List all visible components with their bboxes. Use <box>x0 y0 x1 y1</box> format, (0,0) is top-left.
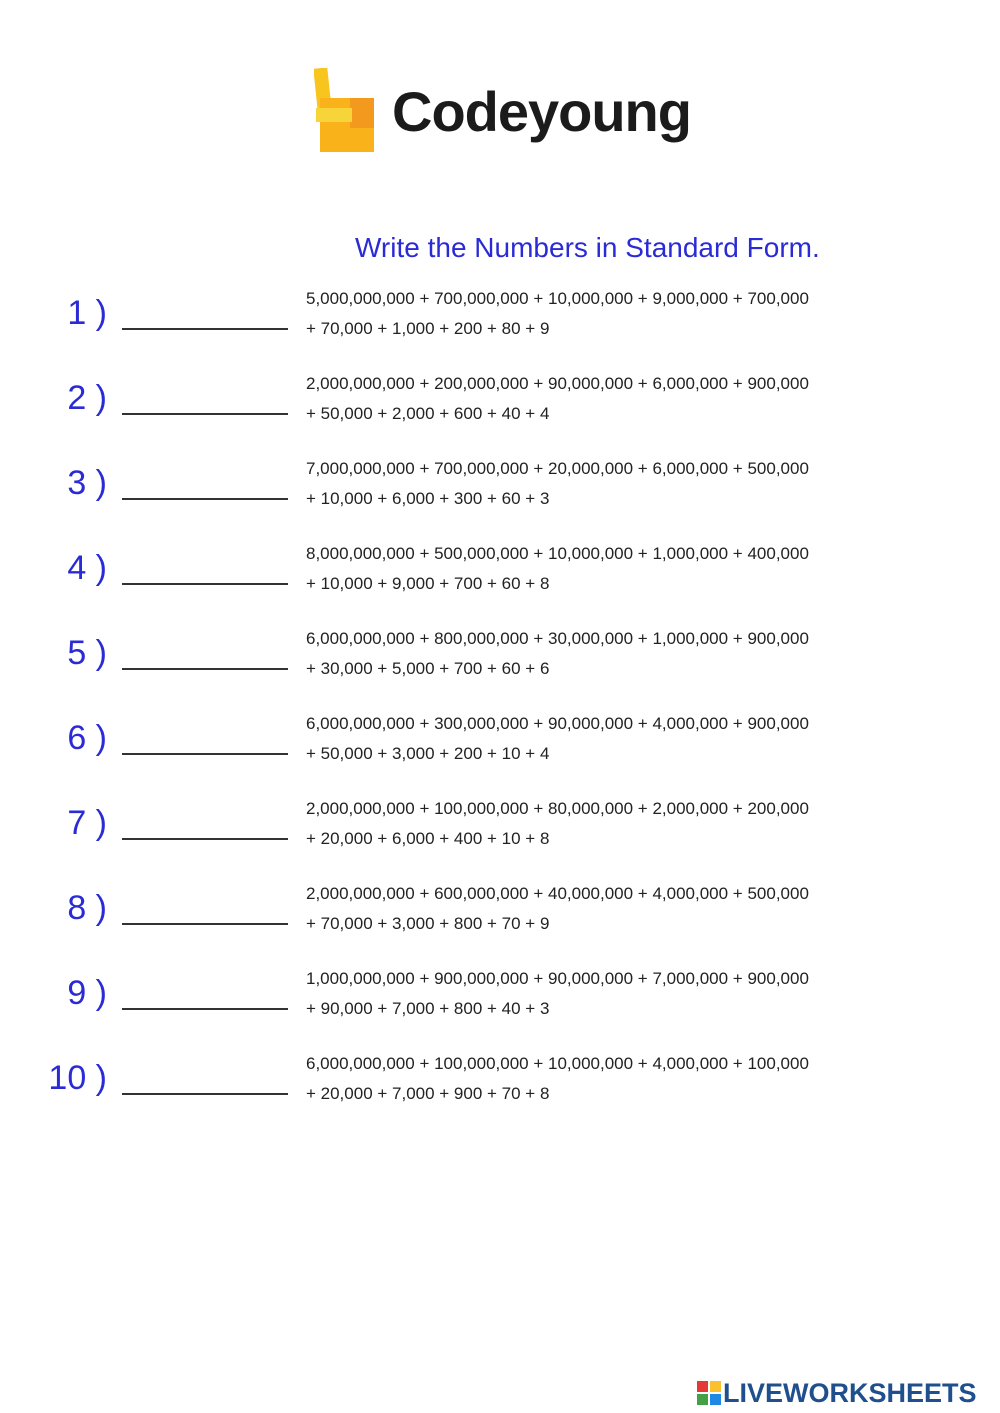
question-number: 6 ) <box>67 719 107 757</box>
expanded-form <box>306 539 876 599</box>
expression-line-2: + 20,000 + 6,000 + 400 + 10 + 8 <box>306 829 550 848</box>
question-2 <box>0 369 1000 439</box>
expression-line-2: + 90,000 + 7,000 + 800 + 40 + 3 <box>306 999 550 1018</box>
question-number: 9 ) <box>67 974 107 1012</box>
expression-line-2: + 10,000 + 9,000 + 700 + 60 + 8 <box>306 574 550 593</box>
expression-line-1: 6,000,000,000 + 300,000,000 + 90,000,000 + 4,000,000 + 900,000 <box>306 714 809 733</box>
expression-line-1: 2,000,000,000 + 200,000,000 + 90,000,000 + 6,000,000 + 900,000 <box>306 374 809 393</box>
expression-line-1: 5,000,000,000 + 700,000,000 + 10,000,000 + 9,000,000 + 700,000 <box>306 289 809 308</box>
expression-line-2: + 30,000 + 5,000 + 700 + 60 + 6 <box>306 659 550 678</box>
answer-blank[interactable] <box>122 498 288 500</box>
liveworksheets-logo-icon <box>697 1381 721 1405</box>
question-number: 5 ) <box>67 634 107 672</box>
expression-line-2: + 50,000 + 3,000 + 200 + 10 + 4 <box>306 744 550 763</box>
question-5 <box>0 624 1000 694</box>
question-number: 1 ) <box>67 294 107 332</box>
question-10 <box>0 1049 1000 1119</box>
expanded-form <box>306 879 876 939</box>
expanded-form <box>306 454 876 514</box>
answer-blank[interactable] <box>122 328 288 330</box>
question-7 <box>0 794 1000 864</box>
expanded-form <box>306 369 876 429</box>
answer-blank[interactable] <box>122 1008 288 1010</box>
question-1 <box>0 284 1000 354</box>
expression-line-1: 1,000,000,000 + 900,000,000 + 90,000,000 + 7,000,000 + 900,000 <box>306 969 809 988</box>
question-number: 2 ) <box>67 379 107 417</box>
expanded-form <box>306 964 876 1024</box>
expression-line-1: 6,000,000,000 + 800,000,000 + 30,000,000 + 1,000,000 + 900,000 <box>306 629 809 648</box>
answer-blank[interactable] <box>122 838 288 840</box>
expression-line-1: 7,000,000,000 + 700,000,000 + 20,000,000 + 6,000,000 + 500,000 <box>306 459 809 478</box>
expression-line-2: + 70,000 + 1,000 + 200 + 80 + 9 <box>306 319 550 338</box>
worksheet-title: Write the Numbers in Standard Form. <box>355 232 820 263</box>
question-number: 10 ) <box>48 1059 107 1097</box>
question-4 <box>0 539 1000 609</box>
codeyoung-logo-icon <box>314 68 376 154</box>
question-9 <box>0 964 1000 1034</box>
answer-blank[interactable] <box>122 753 288 755</box>
expanded-form <box>306 709 876 769</box>
expression-line-2: + 10,000 + 6,000 + 300 + 60 + 3 <box>306 489 550 508</box>
expression-line-1: 2,000,000,000 + 600,000,000 + 40,000,000 + 4,000,000 + 500,000 <box>306 884 809 903</box>
liveworksheets-label: LIVEWORKSHEETS <box>723 1378 977 1408</box>
expanded-form <box>306 624 876 684</box>
question-number: 7 ) <box>67 804 107 842</box>
expression-line-2: + 20,000 + 7,000 + 900 + 70 + 8 <box>306 1084 550 1103</box>
answer-blank[interactable] <box>122 413 288 415</box>
expression-line-1: 8,000,000,000 + 500,000,000 + 10,000,000 + 1,000,000 + 400,000 <box>306 544 809 563</box>
expression-line-1: 6,000,000,000 + 100,000,000 + 10,000,000 + 4,000,000 + 100,000 <box>306 1054 809 1073</box>
brand-name: Codeyoung <box>392 80 691 143</box>
question-number: 3 ) <box>67 464 107 502</box>
expression-line-2: + 70,000 + 3,000 + 800 + 70 + 9 <box>306 914 550 933</box>
question-8 <box>0 879 1000 949</box>
answer-blank[interactable] <box>122 583 288 585</box>
expression-line-2: + 50,000 + 2,000 + 600 + 40 + 4 <box>306 404 550 423</box>
expression-line-1: 2,000,000,000 + 100,000,000 + 80,000,000 + 2,000,000 + 200,000 <box>306 799 809 818</box>
question-number: 4 ) <box>67 549 107 587</box>
expanded-form <box>306 284 876 344</box>
question-number: 8 ) <box>67 889 107 927</box>
question-3 <box>0 454 1000 524</box>
expanded-form <box>306 1049 876 1109</box>
answer-blank[interactable] <box>122 923 288 925</box>
question-6 <box>0 709 1000 779</box>
answer-blank[interactable] <box>122 668 288 670</box>
expanded-form <box>306 794 876 854</box>
answer-blank[interactable] <box>122 1093 288 1095</box>
